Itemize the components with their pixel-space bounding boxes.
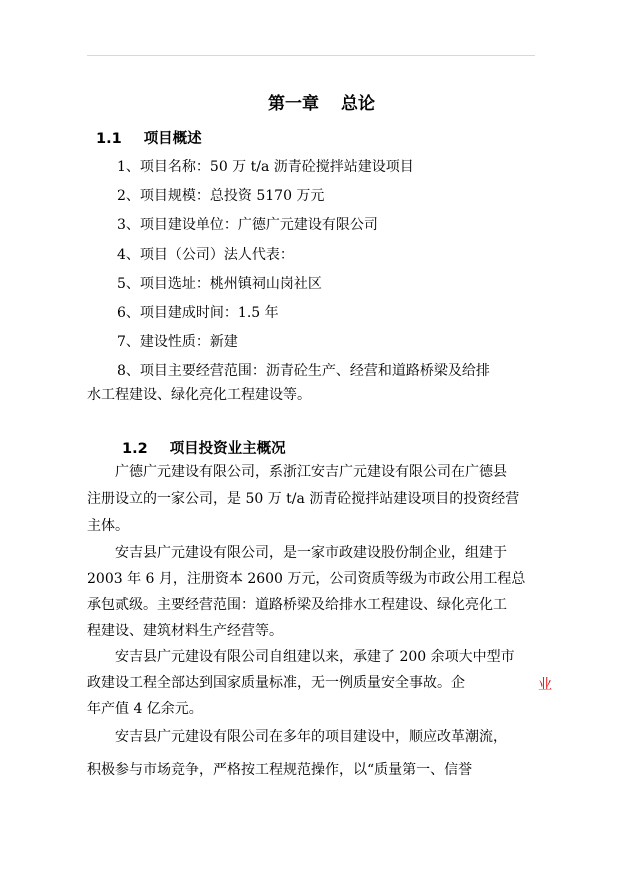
- chapter-heading: [268, 95, 375, 113]
- paragraph-2-line3: 承包贰级。主要经营范围：道路桥梁及给排水工程建设、绿化亮化工: [87, 597, 507, 613]
- paragraph-1-line3: 主体。: [87, 518, 129, 534]
- paragraph-3-line2: 政建设工程全部达到国家质量标准，无一例质量安全事故。企: [87, 675, 465, 691]
- section-title: 项目投资业主概况: [169, 441, 286, 457]
- paragraph-2-line4: 程建设、建筑材料生产经营等。: [87, 623, 283, 639]
- paragraph-4-line1: 安吉县广元建设有限公司在多年的项目建设中，顺应改革潮流，: [115, 729, 507, 745]
- project-item-7: 7、建设性质：新建: [117, 334, 238, 350]
- project-item-8-line1: 8、项目主要经营范围：沥青砼生产、经营和道路桥梁及给排: [117, 363, 490, 379]
- paragraph-4-line2: 积极参与市场竞争，严格按工程规范操作，以“质量第一、信誉: [87, 762, 473, 778]
- section-title: 项目概述: [143, 131, 202, 147]
- section-heading-1-1: [96, 130, 202, 148]
- section-number: 1.2: [122, 441, 148, 457]
- project-item-1: 1、项目名称：50 万 t/a 沥青砼搅拌站建设项目: [117, 159, 414, 175]
- project-item-4: 4、项目（公司）法人代表：: [117, 247, 294, 263]
- section-number: 1.1: [96, 131, 122, 147]
- header-rule: [87, 55, 535, 56]
- paragraph-3-line1: 安吉县广元建设有限公司自组建以来，承建了 200 余项大中型市: [115, 649, 515, 665]
- project-item-2: 2、项目规模：总投资 5170 万元: [117, 188, 325, 204]
- project-item-8-line2: 水工程建设、绿化亮化工程建设等。: [87, 387, 311, 403]
- chapter-title: 总论: [341, 94, 375, 114]
- paragraph-2-line2: 2003 年 6 月，注册资本 2600 万元，公司资质等级为市政公用工程总: [87, 571, 526, 587]
- chapter-number: 第一章: [268, 94, 319, 114]
- paragraph-2-line1: 安吉县广元建设有限公司，是一家市政建设股份制企业，组建于: [115, 545, 507, 561]
- red-character: 业: [538, 677, 552, 693]
- section-heading-1-2: [122, 440, 286, 458]
- project-item-5: 5、项目选址：桃州镇祠山岗社区: [117, 276, 322, 292]
- paragraph-3-line3: 年产值 4 亿余元。: [87, 701, 203, 717]
- paragraph-1-line2: 注册设立的一家公司，是 50 万 t/a 沥青砼搅拌站建设项目的投资经营: [87, 491, 520, 507]
- project-item-3: 3、项目建设单位：广德广元建设有限公司: [117, 217, 378, 233]
- paragraph-1-line1: 广德广元建设有限公司，系浙江安吉广元建设有限公司在广德县: [115, 464, 507, 480]
- project-item-6: 6、项目建成时间：1.5 年: [117, 305, 279, 321]
